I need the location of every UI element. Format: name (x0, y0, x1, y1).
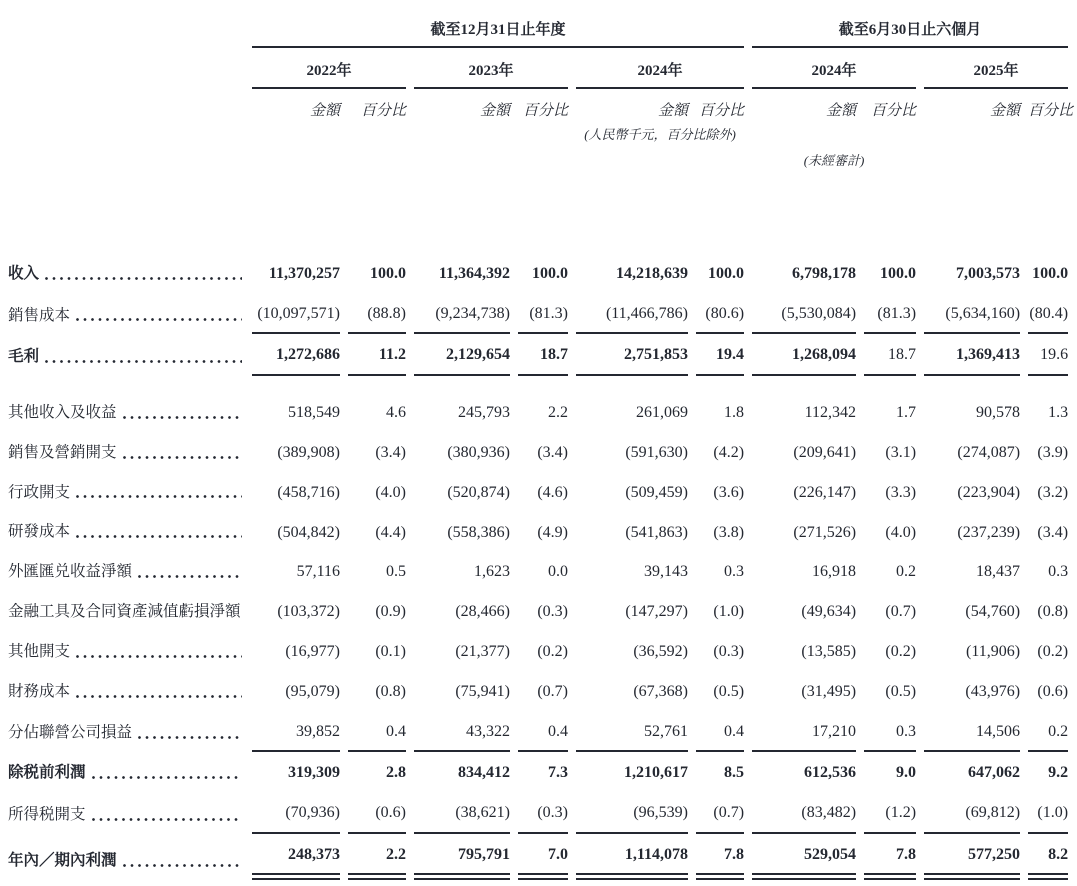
section-gap (8, 376, 1068, 392)
table-row (8, 711, 1068, 753)
percent-cell: (3.8) (713, 523, 745, 541)
amount-cell: (36,592) (633, 643, 688, 661)
header-body-gap (8, 169, 1068, 253)
percent-cell: (3.4) (375, 444, 406, 462)
amount-cell: (5,530,084) (752, 293, 856, 335)
leader-dots (76, 695, 242, 698)
percent-cell: (0.2) (1037, 643, 1069, 661)
percent-cell: 100.0 (532, 265, 568, 283)
table-row (8, 511, 1068, 551)
table-row (8, 671, 1068, 711)
row-label-text: 銷售成本 (8, 306, 71, 324)
amount-cell: 2,129,654 (414, 334, 510, 376)
row-label (8, 511, 244, 551)
row-label-text: 其他收入及收益 (8, 404, 117, 421)
row-label (8, 293, 244, 335)
percent-cell: (81.3) (864, 293, 916, 335)
table-row (8, 591, 1068, 631)
amount-cell: 52,761 (576, 711, 688, 753)
percent-cell: (3.3) (885, 483, 917, 501)
percent-cell: (4.9) (537, 523, 568, 541)
row-label-text: 銷售及營銷開支 (8, 443, 117, 461)
leader-dots (123, 416, 242, 419)
percent-cell: 2.8 (386, 764, 406, 782)
amount-cell: 112,342 (804, 404, 857, 422)
row-label-text: 毛利 (8, 348, 40, 366)
percent-cell: (0.6) (1037, 682, 1069, 700)
amount-cell: 834,412 (458, 764, 510, 782)
percent-cell: (4.6) (537, 483, 568, 501)
amount-cell: 11,370,257 (268, 265, 340, 283)
percent-cell: 100.0 (880, 265, 917, 283)
percent-cell: (3.4) (537, 444, 568, 462)
percent-cell: 4.6 (386, 404, 406, 422)
percent-cell: 7.8 (864, 834, 916, 881)
amount-cell: (558,386) (447, 523, 510, 541)
header-spacer (8, 14, 244, 48)
amount-cell: 518,549 (288, 404, 340, 422)
amount-cell: 1,623 (474, 563, 510, 581)
percent-cell: (0.6) (348, 792, 406, 834)
period-group-row (8, 14, 1068, 48)
col-header-percent: 百分比 (871, 103, 917, 119)
row-label-text: 其他開支 (8, 642, 71, 660)
row-label-text: 外匯匯兑收益淨額 (8, 563, 133, 581)
percent-cell: 0.0 (548, 563, 568, 581)
percent-cell: (0.7) (696, 792, 744, 834)
table-body (8, 253, 1068, 880)
row-label (8, 834, 244, 881)
percent-cell: 7.8 (696, 834, 744, 881)
amount-cell: (271,526) (793, 523, 857, 541)
percent-cell: (4.0) (885, 523, 917, 541)
amount-cell: 612,536 (804, 764, 857, 782)
amount-cell: 39,143 (644, 563, 688, 581)
amount-cell: 248,373 (252, 834, 340, 881)
amount-cell: 319,309 (288, 764, 340, 782)
row-label (8, 591, 244, 631)
amount-cell: (49,634) (801, 603, 857, 621)
amount-cell: 795,791 (414, 834, 510, 881)
percent-cell: (3.9) (1037, 444, 1069, 462)
col-header-amount: 金額 (826, 103, 857, 119)
percent-cell: 2.2 (548, 404, 568, 422)
table-row (8, 432, 1068, 472)
col-header-amount: 金額 (657, 103, 688, 119)
table-row (8, 551, 1068, 591)
col-header-percent: 百分比 (1028, 103, 1074, 119)
amount-cell: (11,906) (965, 643, 1021, 661)
amount-cell: (103,372) (277, 603, 340, 621)
percent-cell: 2.2 (348, 834, 406, 881)
percent-cell: 19.4 (696, 334, 744, 376)
amount-cell: 1,272,686 (252, 334, 340, 376)
amount-cell: (69,812) (924, 792, 1020, 834)
year-2022: 2022年 (252, 48, 406, 89)
leader-dots (76, 495, 242, 498)
col-header-percent: 百分比 (522, 103, 568, 119)
header-spacer (8, 143, 244, 169)
table-row (8, 334, 1068, 376)
leader-dots (45, 360, 242, 363)
percent-cell: 0.2 (896, 563, 917, 581)
amount-cell: (95,079) (285, 682, 340, 700)
amount-cell: 39,852 (252, 711, 340, 753)
row-label-text: 收入 (8, 265, 40, 282)
row-label (8, 253, 244, 293)
amount-cell: (16,977) (285, 643, 340, 661)
percent-cell: (0.1) (375, 643, 406, 661)
amount-cell: 43,322 (414, 711, 510, 753)
percent-cell: (4.4) (375, 523, 406, 541)
column-header-row (8, 89, 1068, 122)
amount-cell: 2,751,853 (576, 334, 688, 376)
percent-cell: (0.9) (375, 603, 406, 621)
currency-unit-note: (人民幣千元，百分比除外) (584, 127, 736, 142)
table-row (8, 752, 1068, 792)
header-spacer (8, 89, 244, 122)
amount-cell: (237,239) (957, 523, 1021, 541)
amount-cell: 6,798,178 (792, 265, 857, 283)
percent-cell: 100.0 (708, 265, 745, 283)
table-row (8, 392, 1068, 432)
percent-cell: 7.0 (518, 834, 568, 881)
amount-cell: (38,621) (414, 792, 510, 834)
col-header-percent: 百分比 (699, 103, 745, 119)
percent-cell: (0.8) (375, 682, 406, 700)
amount-cell: 1,369,413 (924, 334, 1020, 376)
year-2024: 2024年 (576, 48, 744, 89)
amount-cell: (223,904) (957, 483, 1021, 501)
leader-dots (92, 818, 242, 821)
leader-dots (138, 736, 242, 739)
percent-cell: (0.5) (713, 682, 745, 700)
percent-cell: 9.2 (1048, 764, 1069, 782)
row-label-text: 所得税開支 (8, 805, 86, 823)
row-label (8, 671, 244, 711)
leader-dots (76, 318, 242, 321)
year-row (8, 48, 1068, 89)
amount-cell: (96,539) (576, 792, 688, 834)
row-label (8, 792, 244, 834)
percent-cell: (3.6) (713, 483, 745, 501)
percent-cell: 18.7 (864, 334, 916, 376)
percent-cell: (4.2) (713, 444, 745, 462)
amount-cell: 90,578 (976, 404, 1021, 422)
percent-cell: (0.2) (537, 643, 568, 661)
amount-cell: (541,863) (625, 523, 688, 541)
header-spacer (8, 122, 244, 143)
amount-cell: 7,003,573 (956, 265, 1021, 283)
amount-cell: (13,585) (801, 643, 857, 661)
amount-cell: 1,114,078 (576, 834, 688, 881)
row-label (8, 551, 244, 591)
amount-cell: 11,364,392 (438, 265, 510, 283)
unaudited-note: (未經審計) (803, 153, 865, 168)
amount-cell: (209,641) (793, 444, 857, 462)
percent-cell: (80.4) (1028, 293, 1068, 335)
percent-cell: 0.3 (864, 711, 916, 753)
year-2025-interim: 2025年 (924, 48, 1068, 89)
amount-cell: (591,630) (625, 444, 688, 462)
row-label-text: 年內／期內利潤 (8, 852, 117, 870)
amount-cell: (83,482) (752, 792, 856, 834)
amount-cell: (226,147) (793, 483, 857, 501)
percent-cell: (0.8) (1037, 603, 1069, 621)
percent-cell: (1.0) (713, 603, 745, 621)
amount-cell: 17,210 (752, 711, 856, 753)
amount-cell: (54,760) (965, 603, 1021, 621)
amount-cell: 647,062 (968, 764, 1021, 782)
table-row (8, 792, 1068, 834)
percent-cell: 7.3 (548, 764, 568, 782)
row-label-text: 研發成本 (8, 523, 71, 541)
period-group-annual: 截至12月31日止年度 (252, 14, 744, 48)
percent-cell: (3.4) (1037, 523, 1069, 541)
amount-cell: (380,936) (447, 444, 510, 462)
amount-cell: 14,218,639 (616, 265, 688, 283)
leader-dots (76, 535, 242, 538)
percent-cell: 0.4 (348, 711, 406, 753)
amount-cell: (5,634,160) (924, 293, 1020, 335)
row-label (8, 752, 244, 792)
percent-cell: 9.0 (896, 764, 917, 782)
amount-cell: (70,936) (252, 792, 340, 834)
col-header-amount: 金額 (309, 103, 340, 119)
table-header (8, 14, 1074, 253)
income-statement-table (0, 14, 1076, 880)
amount-cell: (21,377) (455, 643, 510, 661)
percent-cell: (0.3) (537, 603, 568, 621)
amount-cell: (504,842) (277, 523, 340, 541)
row-label (8, 334, 244, 376)
amount-cell: 18,437 (976, 563, 1021, 581)
row-label (8, 472, 244, 512)
percent-cell: (88.8) (348, 293, 406, 335)
row-label (8, 432, 244, 472)
percent-cell: 18.7 (518, 334, 568, 376)
amount-cell: 1,268,094 (752, 334, 856, 376)
amount-cell: 245,793 (458, 404, 510, 422)
percent-cell: (0.7) (537, 682, 568, 700)
leader-dots (45, 277, 242, 280)
amount-cell: (389,908) (277, 444, 340, 462)
percent-cell: 11.2 (348, 334, 406, 376)
percent-cell: 0.4 (518, 711, 568, 753)
col-header-percent: 百分比 (360, 103, 406, 119)
period-group-interim: 截至6月30日止六個月 (752, 14, 1068, 48)
percent-cell: (3.2) (1037, 483, 1069, 501)
percent-cell: 100.0 (370, 265, 406, 283)
percent-cell: 1.8 (724, 404, 745, 422)
amount-cell: (43,976) (965, 682, 1021, 700)
percent-cell: 1.7 (896, 404, 917, 422)
percent-cell: 0.2 (1028, 711, 1068, 753)
amount-cell: 1,210,617 (624, 764, 688, 782)
amount-cell: (9,234,738) (414, 293, 510, 335)
amount-cell: 14,506 (924, 711, 1020, 753)
percent-cell: 8.5 (724, 764, 745, 782)
percent-cell: 0.3 (1048, 563, 1069, 581)
row-label (8, 392, 244, 432)
percent-cell: (0.3) (713, 643, 745, 661)
row-label-text: 除税前利潤 (8, 764, 86, 782)
percent-cell: (1.2) (864, 792, 916, 834)
row-label (8, 711, 244, 753)
amount-cell: (67,368) (633, 682, 688, 700)
percent-cell: (80.6) (696, 293, 744, 335)
amount-cell: (28,466) (455, 603, 510, 621)
table-row (8, 472, 1068, 512)
leader-dots (92, 776, 242, 779)
percent-cell: 1.3 (1048, 404, 1069, 422)
percent-cell: 19.6 (1028, 334, 1068, 376)
table-row (8, 293, 1068, 335)
note-row-unaudited (8, 143, 1068, 169)
amount-cell: (10,097,571) (252, 293, 340, 335)
amount-cell: 261,069 (636, 404, 688, 422)
percent-cell: 8.2 (1028, 834, 1068, 881)
percent-cell: (0.7) (885, 603, 917, 621)
amount-cell: (11,466,786) (576, 293, 688, 335)
percent-cell: 100.0 (1032, 265, 1069, 283)
amount-cell: (274,087) (957, 444, 1021, 462)
percent-cell: 0.4 (696, 711, 744, 753)
leader-dots (123, 456, 242, 459)
percent-cell: (0.3) (518, 792, 568, 834)
amount-cell: 57,116 (296, 563, 340, 581)
amount-cell: (509,459) (625, 483, 688, 501)
table-row (8, 253, 1068, 293)
row-label-text: 行政開支 (8, 483, 71, 501)
amount-cell: 577,250 (924, 834, 1020, 881)
amount-cell: (520,874) (447, 483, 510, 501)
table-row (8, 834, 1068, 881)
amount-cell: (458,716) (277, 483, 340, 501)
row-label (8, 631, 244, 671)
leader-dots (123, 864, 242, 867)
year-2024-interim: 2024年 (752, 48, 916, 89)
col-header-amount: 金額 (479, 103, 510, 119)
percent-cell: (4.0) (375, 483, 406, 501)
col-header-amount: 金額 (990, 103, 1021, 119)
header-spacer (8, 48, 244, 89)
amount-cell: 16,918 (812, 563, 857, 581)
table-row (8, 631, 1068, 671)
percent-cell: (81.3) (518, 293, 568, 335)
leader-dots (138, 575, 242, 578)
row-label-text: 分佔聯營公司損益 (8, 724, 133, 742)
percent-cell: (0.2) (885, 643, 917, 661)
percent-cell: (3.1) (885, 444, 917, 462)
percent-cell: 0.5 (386, 563, 406, 581)
note-row-currency (8, 122, 1068, 143)
percent-cell: (0.5) (885, 682, 917, 700)
leader-dots (76, 655, 242, 658)
amount-cell: (147,297) (625, 603, 688, 621)
amount-cell: 529,054 (752, 834, 856, 881)
amount-cell: (75,941) (455, 682, 510, 700)
year-2023: 2023年 (414, 48, 568, 89)
amount-cell: (31,495) (801, 682, 857, 700)
percent-cell: 0.3 (724, 563, 745, 581)
row-label-text: 財務成本 (8, 682, 71, 700)
percent-cell: (1.0) (1028, 792, 1068, 834)
row-label-text: 金融工具及合同資產減值虧損淨額 (8, 603, 241, 621)
